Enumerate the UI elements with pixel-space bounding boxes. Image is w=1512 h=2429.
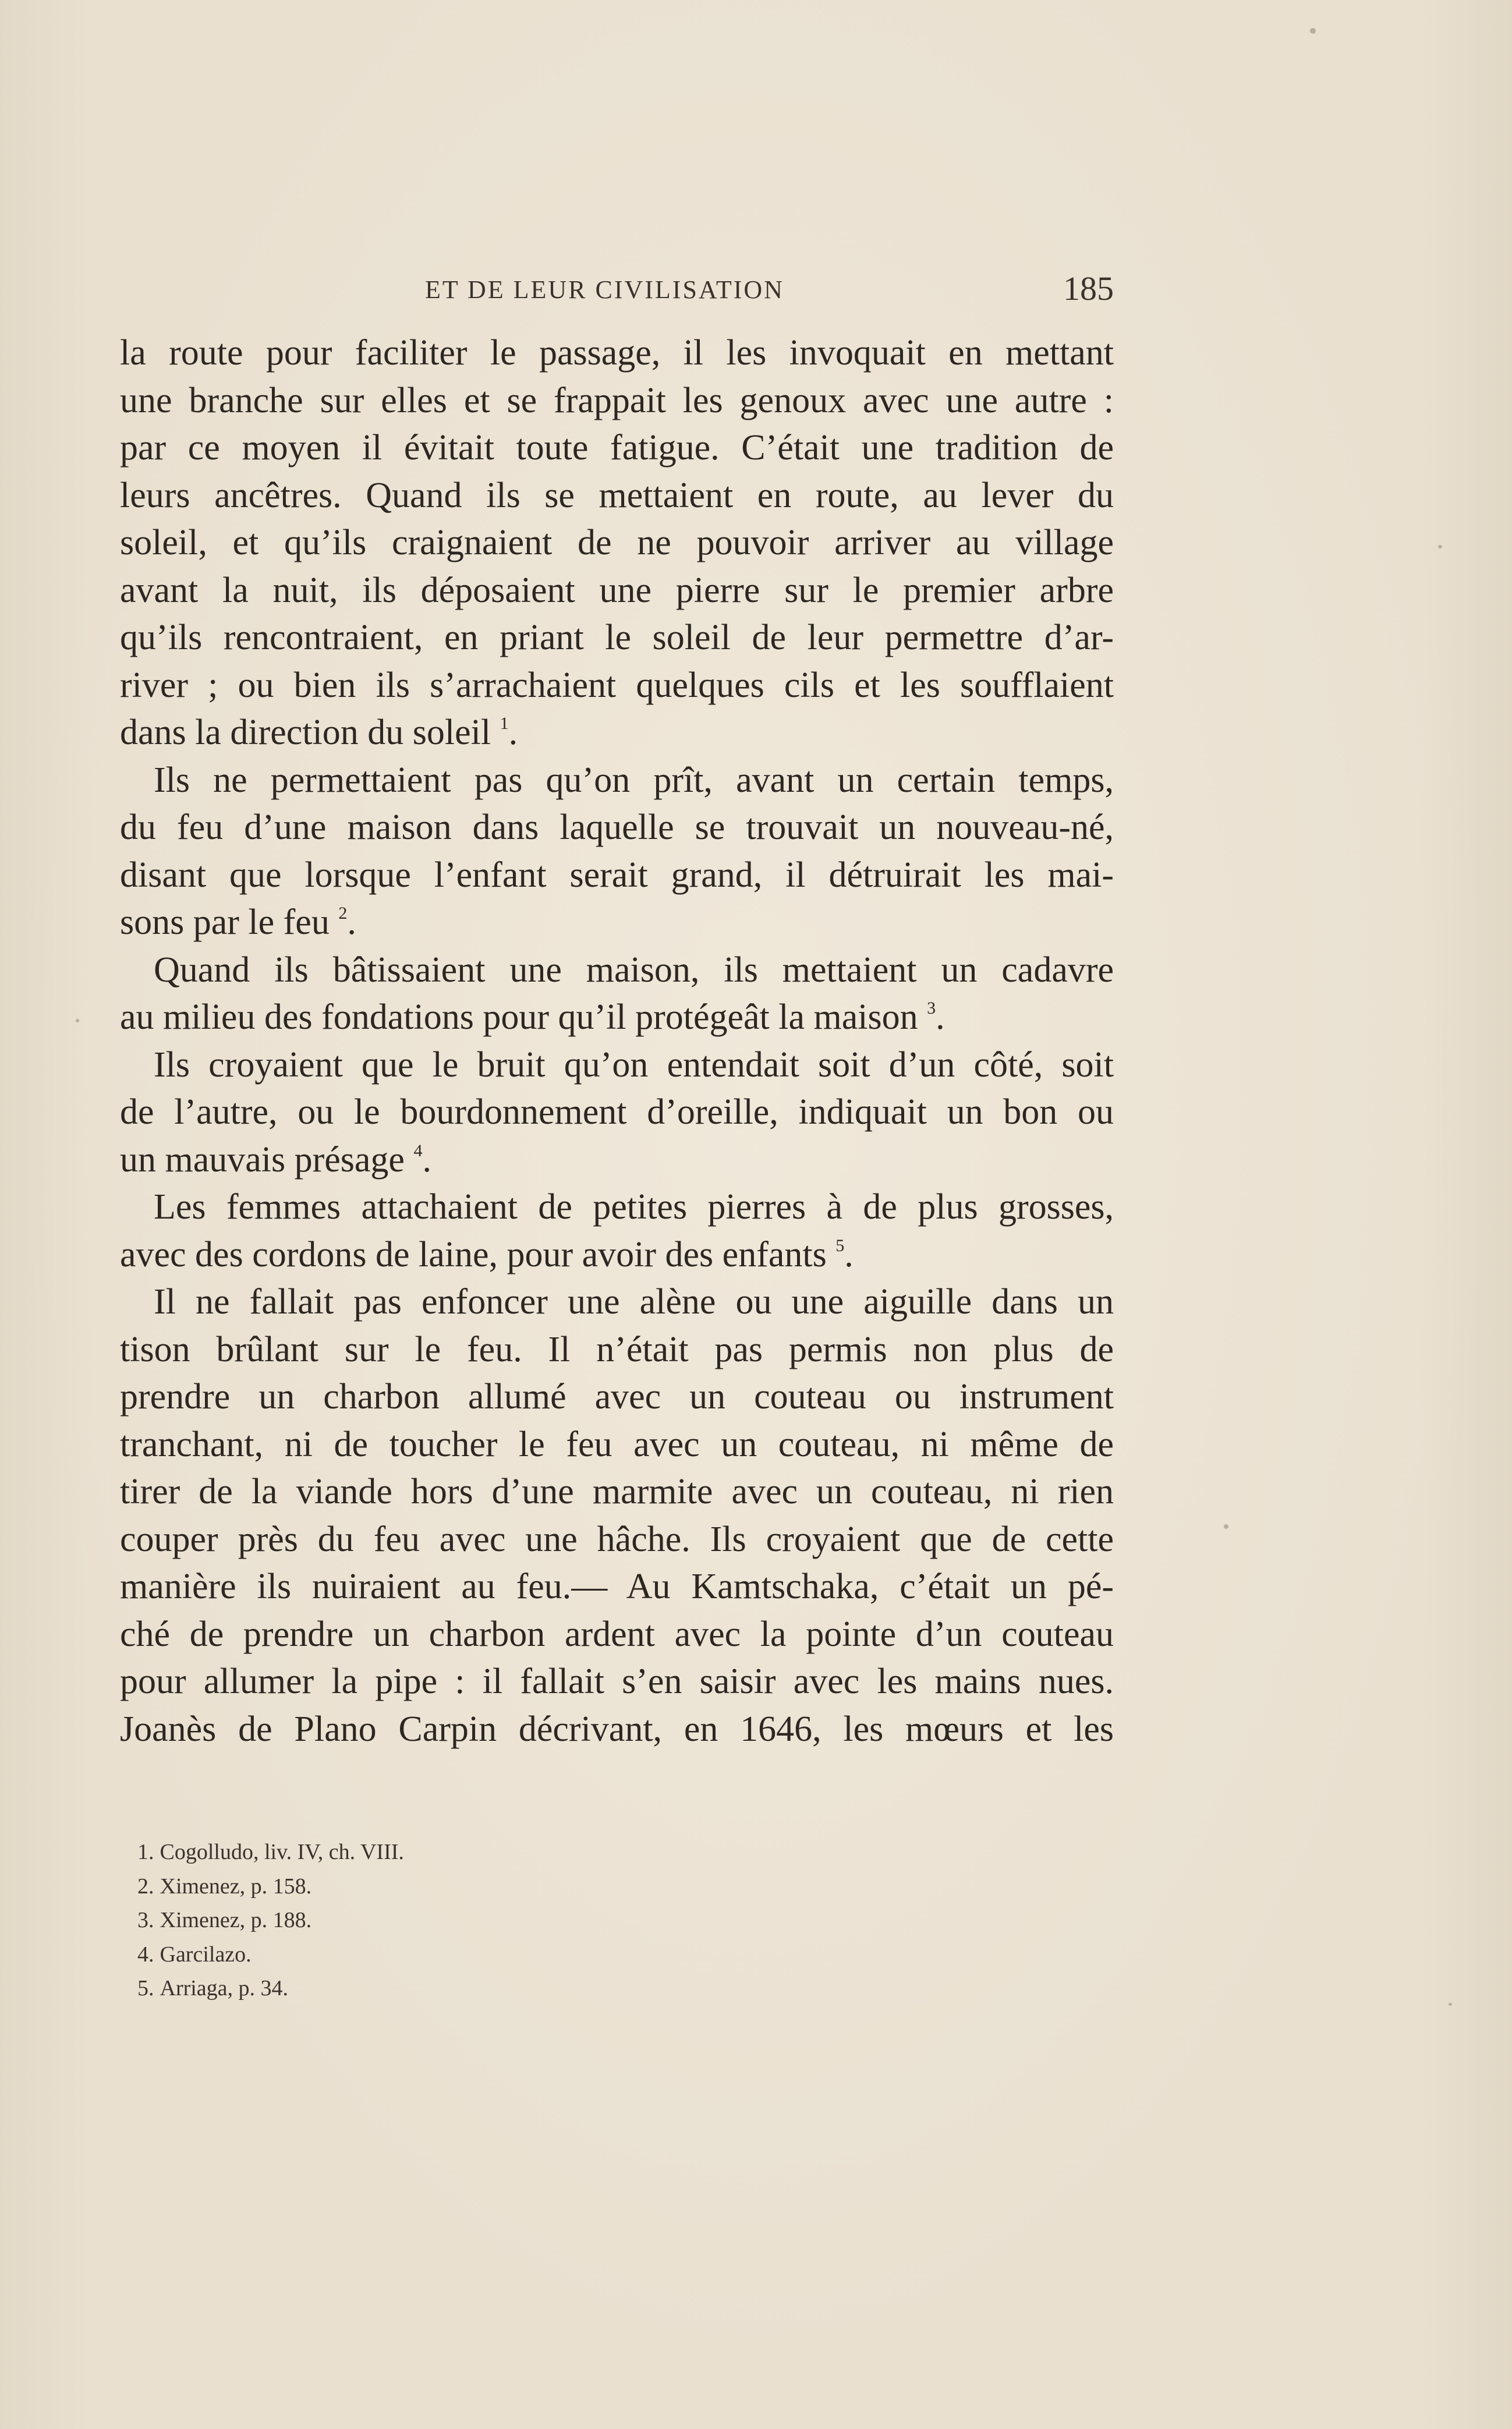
text-line: manière ils nuiraient au feu.— Au Kamtschaka, c’était un pé- (120, 1567, 1114, 1606)
footnote-number: 4. (137, 1942, 154, 1967)
footnote-number: 1. (137, 1840, 154, 1864)
text-line: qu’ils rencontraient, en priant le soleil de leur permettre d’ar- (120, 618, 1114, 657)
footnote (137, 1971, 720, 2006)
text-line: Ils croyaient que le bruit qu’on entendait soit d’un côté, soit (154, 1044, 1114, 1085)
footnote (137, 1835, 720, 1869)
paper-speck (76, 1019, 79, 1022)
text-line: couper près du feu avec une hâche. Ils croyaient que de cette (120, 1519, 1114, 1559)
text-line (120, 1231, 1114, 1279)
body-text (120, 330, 1114, 1753)
text-line: Les femmes attachaient de petites pierres à de plus grosses, (154, 1187, 1114, 1227)
text-line: leurs ancêtres. Quand ils se mettaient en route, au lever du (120, 475, 1114, 515)
paper-speck (1310, 28, 1316, 34)
footnotes (137, 1835, 720, 2006)
footnote-text: Cogolludo, liv. IV, ch. VIII. (160, 1840, 404, 1864)
footnote-text: Garcilazo. (160, 1942, 252, 1967)
text-line: la route pour faciliter le passage, il les invoquait en mettant (120, 333, 1114, 373)
text-line: soleil, et qu’ils craignaient de ne pouvoir arriver au village (120, 523, 1114, 562)
text-line: du feu d’une maison dans laquelle se trouvait un nouveau-né, (120, 808, 1114, 847)
footnote (137, 1903, 720, 1938)
text-line: de l’autre, ou le bourdonnement d’oreille, indiquait un bon ou (120, 1092, 1114, 1132)
running-title: ET DE LEUR CIVILISATION (425, 275, 784, 304)
footnote-number: 5. (137, 1976, 154, 2000)
text-line: tison brûlant sur le feu. Il n’était pas permis non plus de (120, 1329, 1114, 1369)
paper-speck (1449, 2003, 1452, 2006)
running-header (120, 269, 1114, 310)
footnote (137, 1938, 720, 1972)
footnote-text: Arriaga, p. 34. (160, 1976, 289, 2000)
period: . (844, 1234, 854, 1274)
footnote-ref: 5 (835, 1235, 845, 1255)
line-text: un mauvais présage (120, 1139, 405, 1180)
footnote-ref: 3 (927, 998, 936, 1018)
footnote-text: Ximenez, p. 188. (160, 1908, 312, 1932)
text-line (120, 709, 1114, 757)
line-text: dans la direction du soleil (120, 713, 491, 752)
text-line: une branche sur elles et se frappait les genoux avec une autre : (120, 380, 1114, 420)
line-text: avec des cordons de laine, pour avoir des enfants (120, 1234, 827, 1274)
text-line: avant la nuit, ils déposaient une pierre sur le premier arbre (120, 570, 1114, 610)
page-number: 185 (1063, 270, 1114, 307)
text-line: river ; ou bien ils s’arrachaient quelques cils et les soufflaient (120, 665, 1114, 705)
footnote-number: 2. (137, 1874, 154, 1899)
paper-speck (1224, 1524, 1228, 1529)
text-line: tranchant, ni de toucher le feu avec un couteau, ni même de (120, 1424, 1114, 1464)
text-line: ché de prendre un charbon ardent avec la pointe d’un couteau (120, 1614, 1114, 1654)
period: . (936, 997, 945, 1037)
text-line: Quand ils bâtissaient une maison, ils mettaient un cadavre (154, 950, 1114, 990)
text-line: disant que lorsque l’enfant serait grand, il détruirait les mai- (120, 855, 1114, 895)
period: . (508, 713, 518, 752)
period: . (347, 902, 356, 942)
footnote-text: Ximenez, p. 158. (160, 1874, 312, 1899)
line-text: sons par le feu (120, 902, 330, 942)
period: . (422, 1139, 431, 1180)
footnote (137, 1869, 720, 1904)
footnote-ref: 2 (338, 904, 348, 923)
text-line: pour allumer la pipe : il fallait s’en saisir avec les mains nues. (120, 1662, 1114, 1701)
paper-speck (1438, 545, 1442, 548)
footnote-ref: 1 (500, 714, 509, 733)
text-line: Il ne fallait pas enfoncer une alène ou une aiguille dans un (154, 1282, 1114, 1322)
footnote-number: 3. (137, 1908, 154, 1932)
text-line: par ce moyen il évitait toute fatigue. C’était une tradition de (120, 428, 1114, 468)
footnote-ref: 4 (413, 1141, 423, 1160)
line-text: au milieu des fondations pour qu’il protégeât la maison (120, 997, 918, 1037)
text-line (120, 1136, 1114, 1184)
text-line: tirer de la viande hors d’une marmite avec un couteau, ni rien (120, 1472, 1114, 1511)
text-line: Joanès de Plano Carpin décrivant, en 1646, les mœurs et les (120, 1709, 1114, 1749)
text-line: Ils ne permettaient pas qu’on prît, avant un certain temps, (154, 760, 1114, 800)
text-line: prendre un charbon allumé avec un couteau ou instrument (120, 1377, 1114, 1417)
text-line (120, 899, 1114, 947)
text-line (120, 994, 1114, 1042)
